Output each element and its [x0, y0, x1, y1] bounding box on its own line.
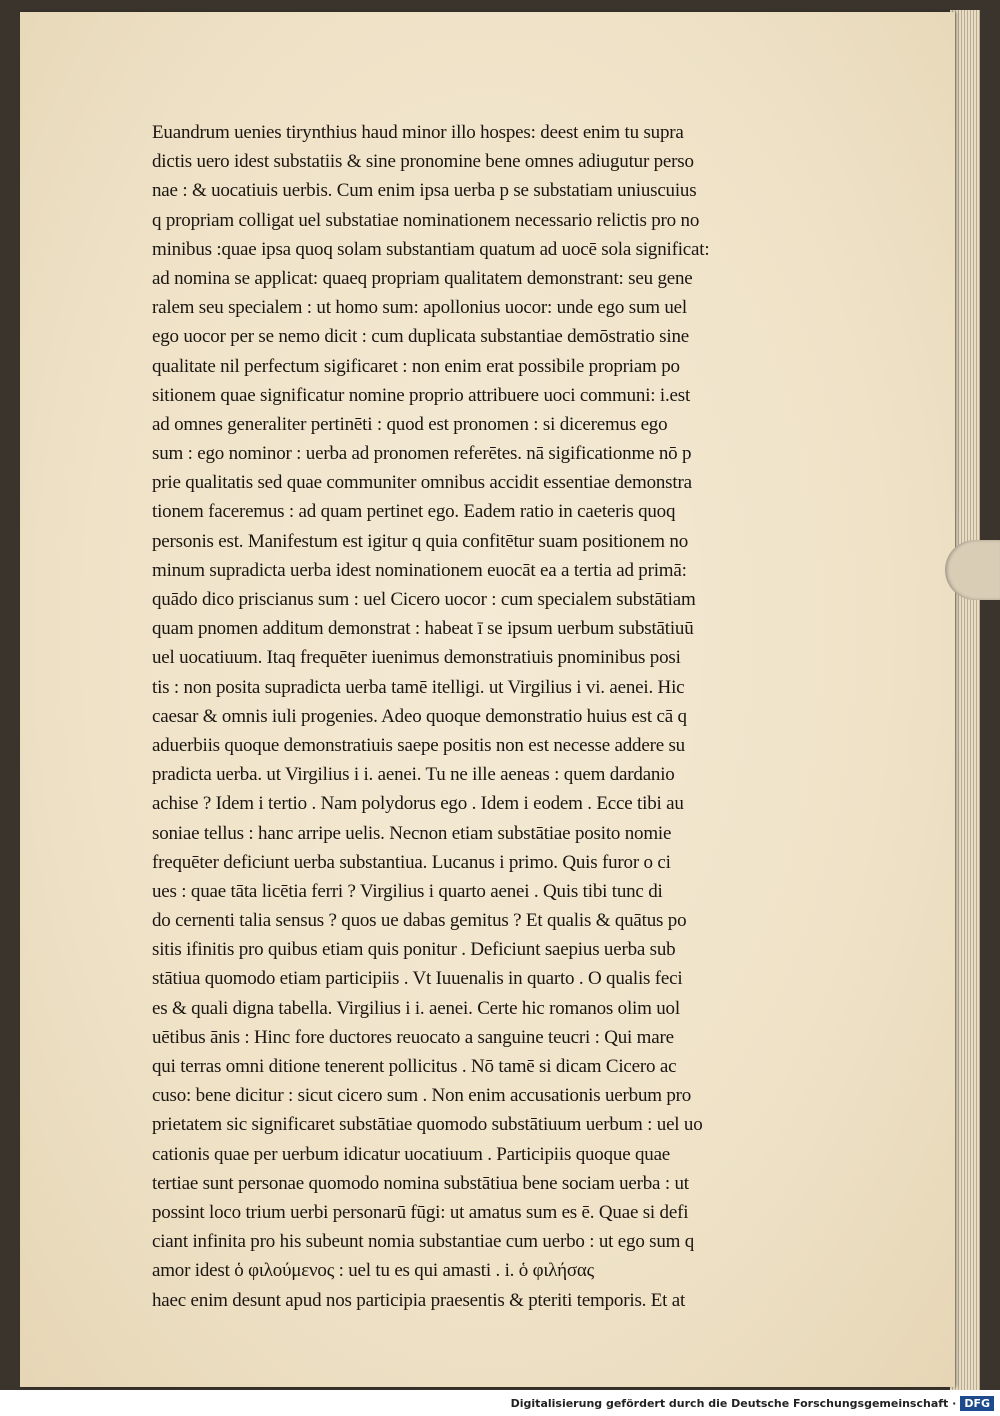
text-line: aduerbiis quoque demonstratiuis saepe positis non est necesse addere su — [152, 734, 685, 756]
text-line: uel uocatiuum. Itaq frequēter iuenimus demonstratiuis pnominibus posi — [152, 647, 681, 669]
text-line: do cernenti talia sensus ? quos ue dabas gemitus ? Et qualis & quātus po — [152, 910, 687, 932]
page-clip — [945, 540, 1000, 600]
text-line: ciant infinita pro his subeunt nomia substantiae cum uerbo : ut ego sum q — [152, 1231, 695, 1253]
footer-bar — [0, 1390, 1000, 1416]
footer-credit: Digitalisierung gefördert durch die Deutsche Forschungsgemeinschaft · — [510, 1396, 957, 1410]
text-line: frequēter deficiunt uerba substantiua. Lucanus i primo. Quis furor o ci — [152, 851, 671, 873]
text-line: prie qualitatis sed quae communiter omnibus accidit essentiae demonstra — [152, 472, 692, 494]
text-line: quam pnomen additum demonstrat : habeat ī se ipsum uerbum substātiuū — [152, 618, 694, 640]
text-block — [152, 118, 792, 1315]
text-line: ues : quae tāta licētia ferri ? Virgilius i quarto aenei . Quis tibi tunc di — [152, 880, 663, 902]
text-line: sitis ifinitis pro quibus etiam quis ponitur . Deficiunt saepius uerba sub — [152, 939, 676, 961]
text-line: es & quali digna tabella. Virgilius i i. aenei. Certe hic romanos olim uol — [152, 997, 680, 1019]
text-line: sitionem quae significatur nomine proprio attribuere uoci communi: i.est — [152, 384, 691, 406]
text-line: prietatem sic significaret substātiae quomodo substātiuum uerbum : uel uo — [152, 1114, 703, 1136]
text-line: nae : & uocatiuis uerbis. Cum enim ipsa uerba p se substatiam uniuscuius — [152, 180, 697, 202]
text-line: achise ? Idem i tertio . Nam polydorus ego . Idem i eodem . Ecce tibi au — [152, 793, 684, 815]
text-line: cationis quae per uerbum idicatur uocatiuum . Participiis quoque quae — [152, 1143, 671, 1165]
text-line: uētibus ānis : Hinc fore ductores reuocato a sanguine teucri : Qui mare — [152, 1026, 674, 1048]
text-line: sum : ego nominor : uerba ad pronomen referētes. nā sigificationme nō p — [152, 443, 692, 465]
text-line: dictis uero idest substatiis & sine pronomine bene omnes adiugutur perso — [152, 151, 694, 173]
text-line: ad nomina se applicat: quaeq propriam qualitatem demonstrant: seu gene — [152, 267, 693, 289]
text-line: amor idest ὁ φιλούμενος : uel tu es qui amasti . i. ὁ φιλήσας — [152, 1260, 594, 1282]
text-line: haec enim desunt apud nos participia praesentis & pteriti temporis. Et at — [152, 1289, 686, 1311]
text-line: personis est. Manifestum est igitur q quia confitētur suam positionem no — [152, 530, 688, 552]
text-line: qualitate nil perfectum sigificaret : non enim erat possibile propriam po — [152, 355, 680, 377]
text-line: ralem seu specialem : ut homo sum: apollonius uocor: unde ego sum uel — [152, 297, 687, 319]
text-line: stātiua quomodo etiam participiis . Vt Iuuenalis in quarto . O qualis feci — [152, 968, 683, 990]
text-line: minibus :quae ipsa quoq solam substantiam quatum ad uocē sola significat: — [152, 238, 710, 260]
text-line: tis : non posita supradicta uerba tamē itelligi. ut Virgilius i vi. aenei. Hic — [152, 676, 685, 698]
text-line: qui terras omni ditione tenerent pollicitus . Nō tamē si dicam Cicero ac — [152, 1056, 677, 1077]
dfg-logo: DFG — [960, 1396, 994, 1411]
text-line: tertiae sunt personae quomodo nomina substātiua bene sociam uerba : ut — [152, 1172, 689, 1194]
text-line: ego uocor per se nemo dicit : cum duplicata substantiae demōstratio sine — [152, 326, 689, 348]
text-line: possint loco trium uerbi personarū fūgi: ut amatus sum es ē. Quae si defi — [152, 1201, 689, 1223]
text-line: q propriam colligat uel substatiae nominationem necessario relictis pro no — [152, 209, 700, 231]
text-line: minum supradicta uerba idest nominationem euocāt ea a tertia ad primā: — [152, 559, 687, 581]
text-line: soniae tellus : hanc arripe uelis. Necnon etiam substātiae posito nomie — [152, 822, 672, 844]
text-line: ad omnes generaliter pertinēti : quod est pronomen : si diceremus ego — [152, 413, 668, 435]
text-line: tionem faceremus : ad quam pertinet ego. Eadem ratio in caeteris quoq — [152, 501, 676, 523]
text-line: cuso: bene dicitur : sicut cicero sum . Non enim accusationis uerbum pro — [152, 1085, 692, 1107]
text-line: pradicta uerba. ut Virgilius i i. aenei. Tu ne ille aeneas : quem dardanio — [152, 764, 675, 786]
text-line: quādo dico priscianus sum : uel Cicero uocor : cum specialem substātiam — [152, 589, 696, 610]
text-line: caesar & omnis iuli progenies. Adeo quoque demonstratio huius est cā q — [152, 705, 687, 727]
text-line: Euandrum uenies tirynthius haud minor illo hospes: deest enim tu supra — [152, 122, 684, 143]
